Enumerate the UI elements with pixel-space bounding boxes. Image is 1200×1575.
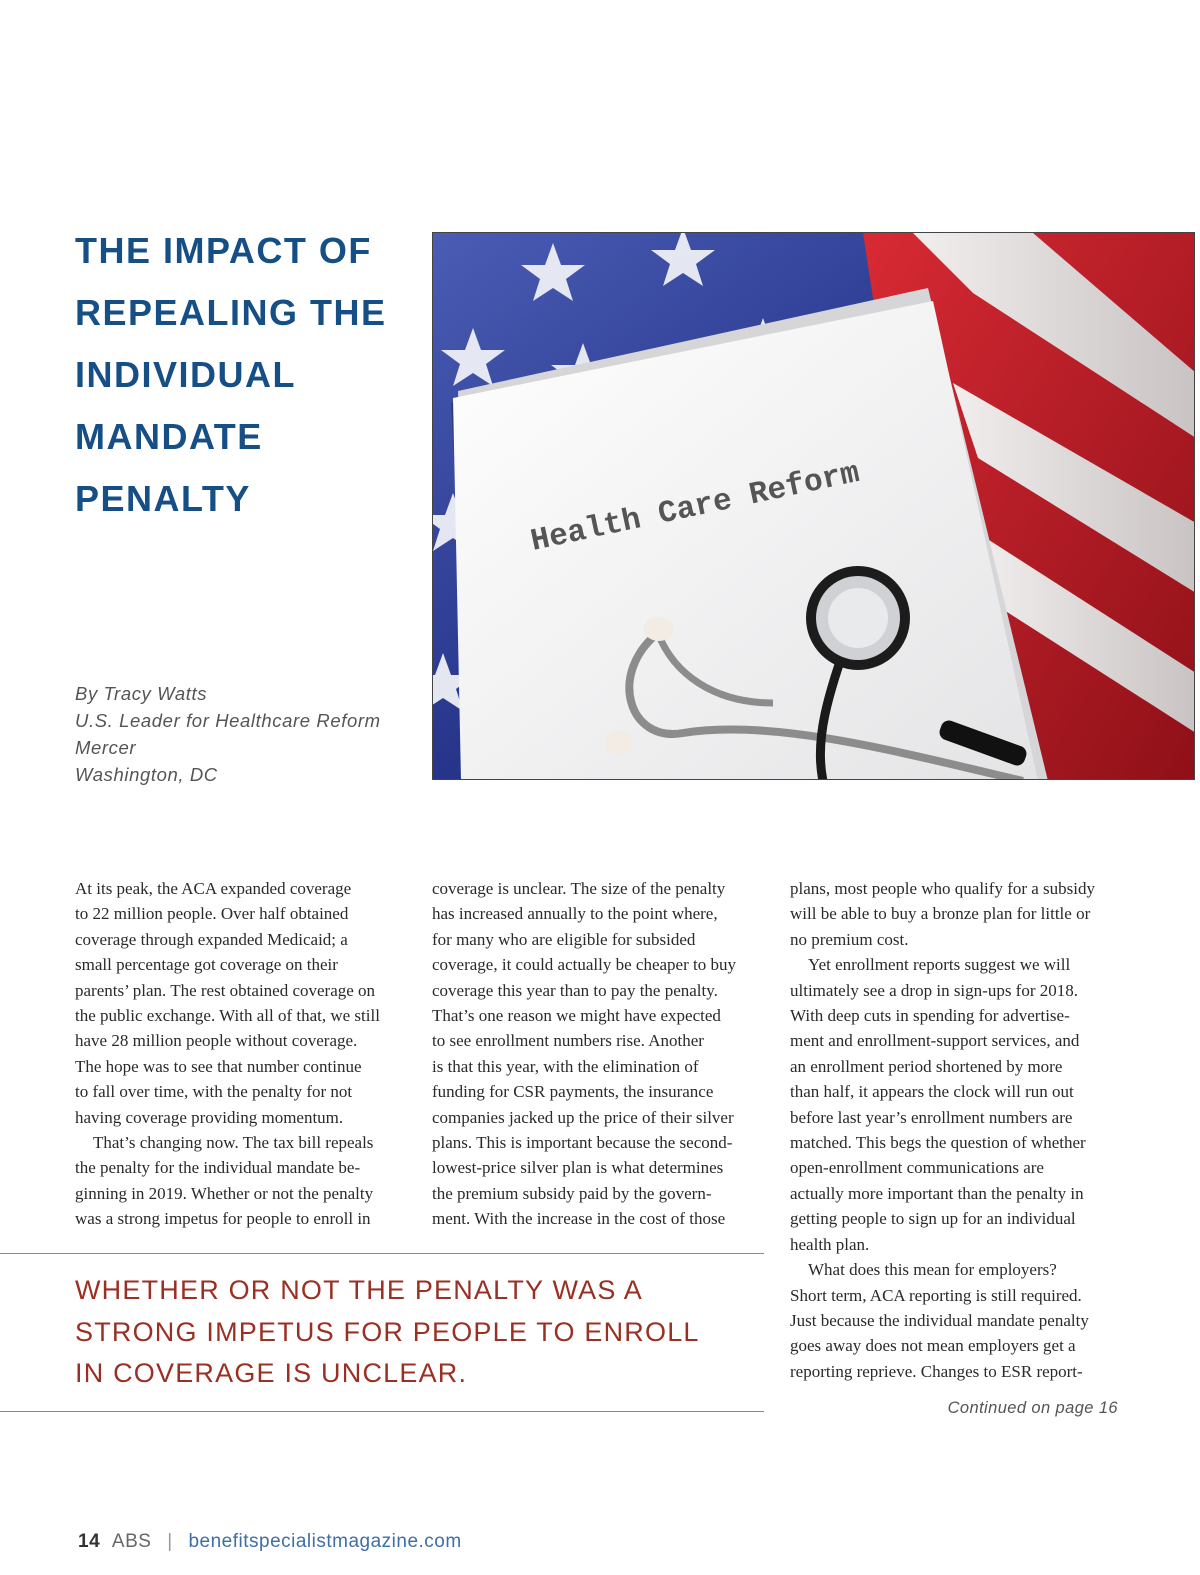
body-line: the premium subsidy paid by the govern-	[432, 1183, 712, 1203]
body-column-2	[432, 876, 767, 1232]
body-line: companies jacked up the price of their silver	[432, 1107, 734, 1127]
body-line: health plan.	[790, 1234, 870, 1254]
body-line: Yet enrollment reports suggest we will	[808, 955, 1071, 975]
body-line: coverage through expanded Medicaid; a	[75, 929, 348, 949]
title-line: PENALTY	[75, 478, 251, 519]
title-line: INDIVIDUAL	[75, 354, 296, 395]
body-line: lowest-price silver plan is what determines	[432, 1158, 724, 1178]
body-line: the public exchange. With all of that, we still	[75, 1006, 380, 1026]
body-line: That’s changing now. The tax bill repeals	[93, 1133, 374, 1153]
body-line: before last year’s enrollment numbers are	[790, 1107, 1073, 1127]
byline-role: U.S. Leader for Healthcare Reform	[75, 710, 381, 731]
body-line: plans, most people who qualify for a subsidy	[790, 879, 1096, 898]
body-line: parents’ plan. The rest obtained coverage on	[75, 980, 376, 1000]
title-line: MANDATE	[75, 416, 263, 457]
article-title	[75, 220, 420, 530]
body-line: have 28 million people without coverage.	[75, 1031, 358, 1051]
body-line: no premium cost.	[790, 929, 909, 949]
body-line: an enrollment period shortened by more	[790, 1056, 1063, 1076]
pull-quote-line: IN COVERAGE IS UNCLEAR.	[75, 1358, 468, 1388]
body-line: has increased annually to the point where,	[432, 904, 718, 924]
body-line: coverage, it could actually be cheaper to buy	[432, 955, 736, 975]
body-line: ginning in 2019. Whether or not the penalty	[75, 1183, 374, 1203]
body-line: plans. This is important because the second-	[432, 1133, 733, 1153]
body-line: goes away does not mean employers get a	[790, 1336, 1076, 1356]
page-number: 14	[78, 1531, 101, 1552]
body-line: actually more important than the penalty in	[790, 1183, 1084, 1203]
body-line: ment. With the increase in the cost of those	[432, 1209, 726, 1229]
body-line: to 22 million people. Over half obtained	[75, 904, 349, 924]
body-line: Just because the individual mandate penalty	[790, 1310, 1089, 1330]
body-line: That’s one reason we might have expected	[432, 1006, 721, 1026]
continued-note: Continued on page 16	[947, 1399, 1118, 1417]
body-column-1	[75, 876, 410, 1232]
body-line: small percentage got coverage on their	[75, 955, 338, 975]
body-line: ment and enrollment-support services, and	[790, 1031, 1080, 1051]
body-line: for many who are eligible for subsided	[432, 929, 696, 949]
photo-caption-text: Health Care Reform	[527, 455, 863, 560]
pull-quote-line: WHETHER OR NOT THE PENALTY WAS A	[75, 1275, 643, 1305]
body-line: was a strong impetus for people to enroll in	[75, 1209, 371, 1229]
page-footer	[78, 1531, 462, 1553]
publication-name: ABS	[111, 1531, 152, 1552]
body-line: the penalty for the individual mandate be-	[75, 1158, 361, 1178]
pull-quote-bottom-rule	[0, 1411, 764, 1412]
title-line: THE IMPACT OF	[75, 230, 372, 271]
body-line: What does this mean for employers?	[808, 1260, 1057, 1280]
body-line: coverage is unclear. The size of the penalty	[432, 879, 726, 898]
article-photo	[432, 232, 1195, 780]
body-column-3	[790, 876, 1125, 1384]
body-line: At its peak, the ACA expanded coverage	[75, 879, 352, 898]
body-line: matched. This begs the question of whether	[790, 1133, 1086, 1153]
pull-quote-line: STRONG IMPETUS FOR PEOPLE TO ENROLL	[75, 1316, 700, 1347]
byline	[75, 680, 381, 788]
body-line: reporting reprieve. Changes to ESR report-	[790, 1361, 1083, 1381]
byline-author: By Tracy Watts	[75, 683, 208, 704]
photo-illustration	[433, 233, 1195, 780]
body-line: open-enrollment communications are	[790, 1158, 1044, 1178]
body-line: is that this year, with the elimination of	[432, 1056, 699, 1076]
body-line: to see enrollment numbers rise. Another	[432, 1031, 704, 1051]
pull-quote	[75, 1270, 755, 1395]
body-line: getting people to sign up for an individual	[790, 1209, 1076, 1229]
website-link[interactable]: benefitspecialistmagazine.com	[188, 1531, 462, 1552]
body-line: will be able to buy a bronze plan for little or	[790, 904, 1091, 924]
byline-location: Washington, DC	[75, 764, 218, 785]
body-line: funding for CSR payments, the insurance	[432, 1082, 714, 1102]
body-line: With deep cuts in spending for advertise-	[790, 1006, 1070, 1026]
title-line: REPEALING THE	[75, 292, 387, 333]
body-line: coverage this year than to pay the penalty.	[432, 980, 718, 1000]
body-line: The hope was to see that number continue	[75, 1056, 362, 1076]
body-line: Short term, ACA reporting is still required.	[790, 1285, 1082, 1305]
body-line: than half, it appears the clock will run out	[790, 1082, 1074, 1102]
byline-company: Mercer	[75, 737, 137, 758]
body-line: having coverage providing momentum.	[75, 1107, 344, 1127]
body-line: ultimately see a drop in sign-ups for 2018.	[790, 980, 1079, 1000]
body-line: to fall over time, with the penalty for not	[75, 1082, 353, 1102]
footer-separator: |	[167, 1531, 173, 1552]
pull-quote-top-rule	[0, 1253, 764, 1254]
